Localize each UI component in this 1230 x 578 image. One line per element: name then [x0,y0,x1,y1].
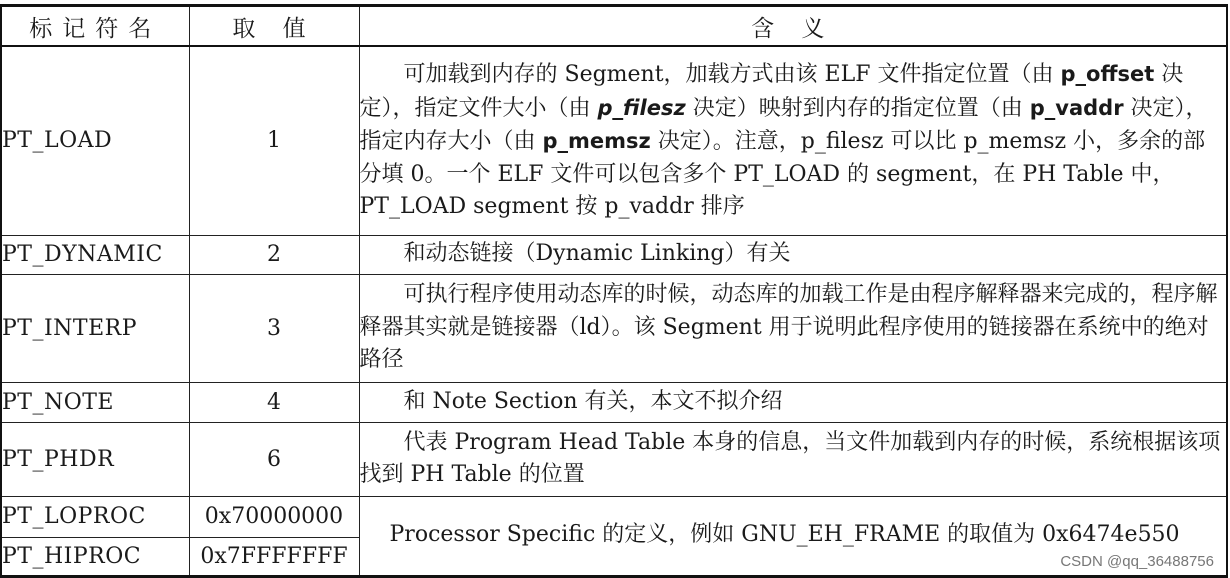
field-p-filesz: p_filesz [597,95,686,120]
table-row-pt-load [1,46,1227,235]
cell-value: 3 [189,274,359,382]
cell-desc: 和动态链接（Dynamic Linking）有关 [359,235,1227,274]
cell-value: 1 [189,46,359,235]
cell-name: PT_DYNAMIC [1,235,189,274]
desc-text: 决定）映射到内存的指定位置（由 [685,95,1030,121]
cell-name: PT_LOAD [1,46,189,235]
table-row-pt-loproc [1,496,1227,537]
table-row-pt-interp [1,274,1227,382]
cell-value: 2 [189,235,359,274]
cell-name: PT_NOTE [1,382,189,422]
cell-desc: 可执行程序使用动态库的时候，动态库的加载工作是由程序解释器来完成的，程序解释器其实就是链接器（ld）。该 Segment 用于说明此程序使用的链接器在系统中的绝对路径 [359,274,1227,382]
table-row-pt-note [1,382,1227,422]
desc-text: 决定），指定文件大小（由 [359,62,1184,121]
cell-name: PT_LOPROC [1,496,189,537]
table-header-row [1,6,1227,47]
cell-value: 0x70000000 [189,496,359,537]
cell-name: PT_INTERP [1,274,189,382]
table-row-pt-dynamic [1,235,1227,274]
cell-desc: 代表 Program Head Table 本身的信息，当文件加载到内存的时候，系统根据该项找到 PH Table 的位置 [359,422,1227,496]
header-meaning: 含 义 [359,6,1227,47]
cell-name: PT_HIPROC [1,537,189,576]
cell-value: 6 [189,422,359,496]
csdn-watermark: CSDN @qq_36488756 [1060,553,1214,570]
cell-name: PT_PHDR [1,422,189,496]
desc-text: 可加载到内存的 Segment，加载方式由该 ELF 文件指定位置（由 [403,62,1061,87]
segment-type-table [0,4,1228,578]
header-name: 标记符名 [1,6,189,47]
table-row-pt-phdr [1,422,1227,496]
field-p-vaddr: p_vaddr [1029,95,1124,120]
cell-desc [359,46,1227,235]
field-p-memsz: p_memsz [542,129,651,153]
desc-text: 决定）。注意，p_filesz 可以比 p_memsz 小，多余的部分填 0。一个 ELF 文件可以包含多个 PT_LOAD 的 segment，在 PH Table 中，PT_LOAD segment 按 p_vaddr 排序 [359,129,1206,219]
cell-desc: Processor Specific 的定义，例如 GNU_EH_FRAME 的取值为 0x6474e550 [359,496,1227,576]
cell-desc: 和 Note Section 有关，本文不拟介绍 [359,382,1227,422]
header-value: 取 值 [189,6,359,47]
cell-value: 0x7FFFFFFF [189,537,359,576]
field-p-offset: p_offset [1060,62,1155,86]
cell-value: 4 [189,382,359,422]
desc-text: 决定），指定内存大小（由 [359,95,1208,154]
